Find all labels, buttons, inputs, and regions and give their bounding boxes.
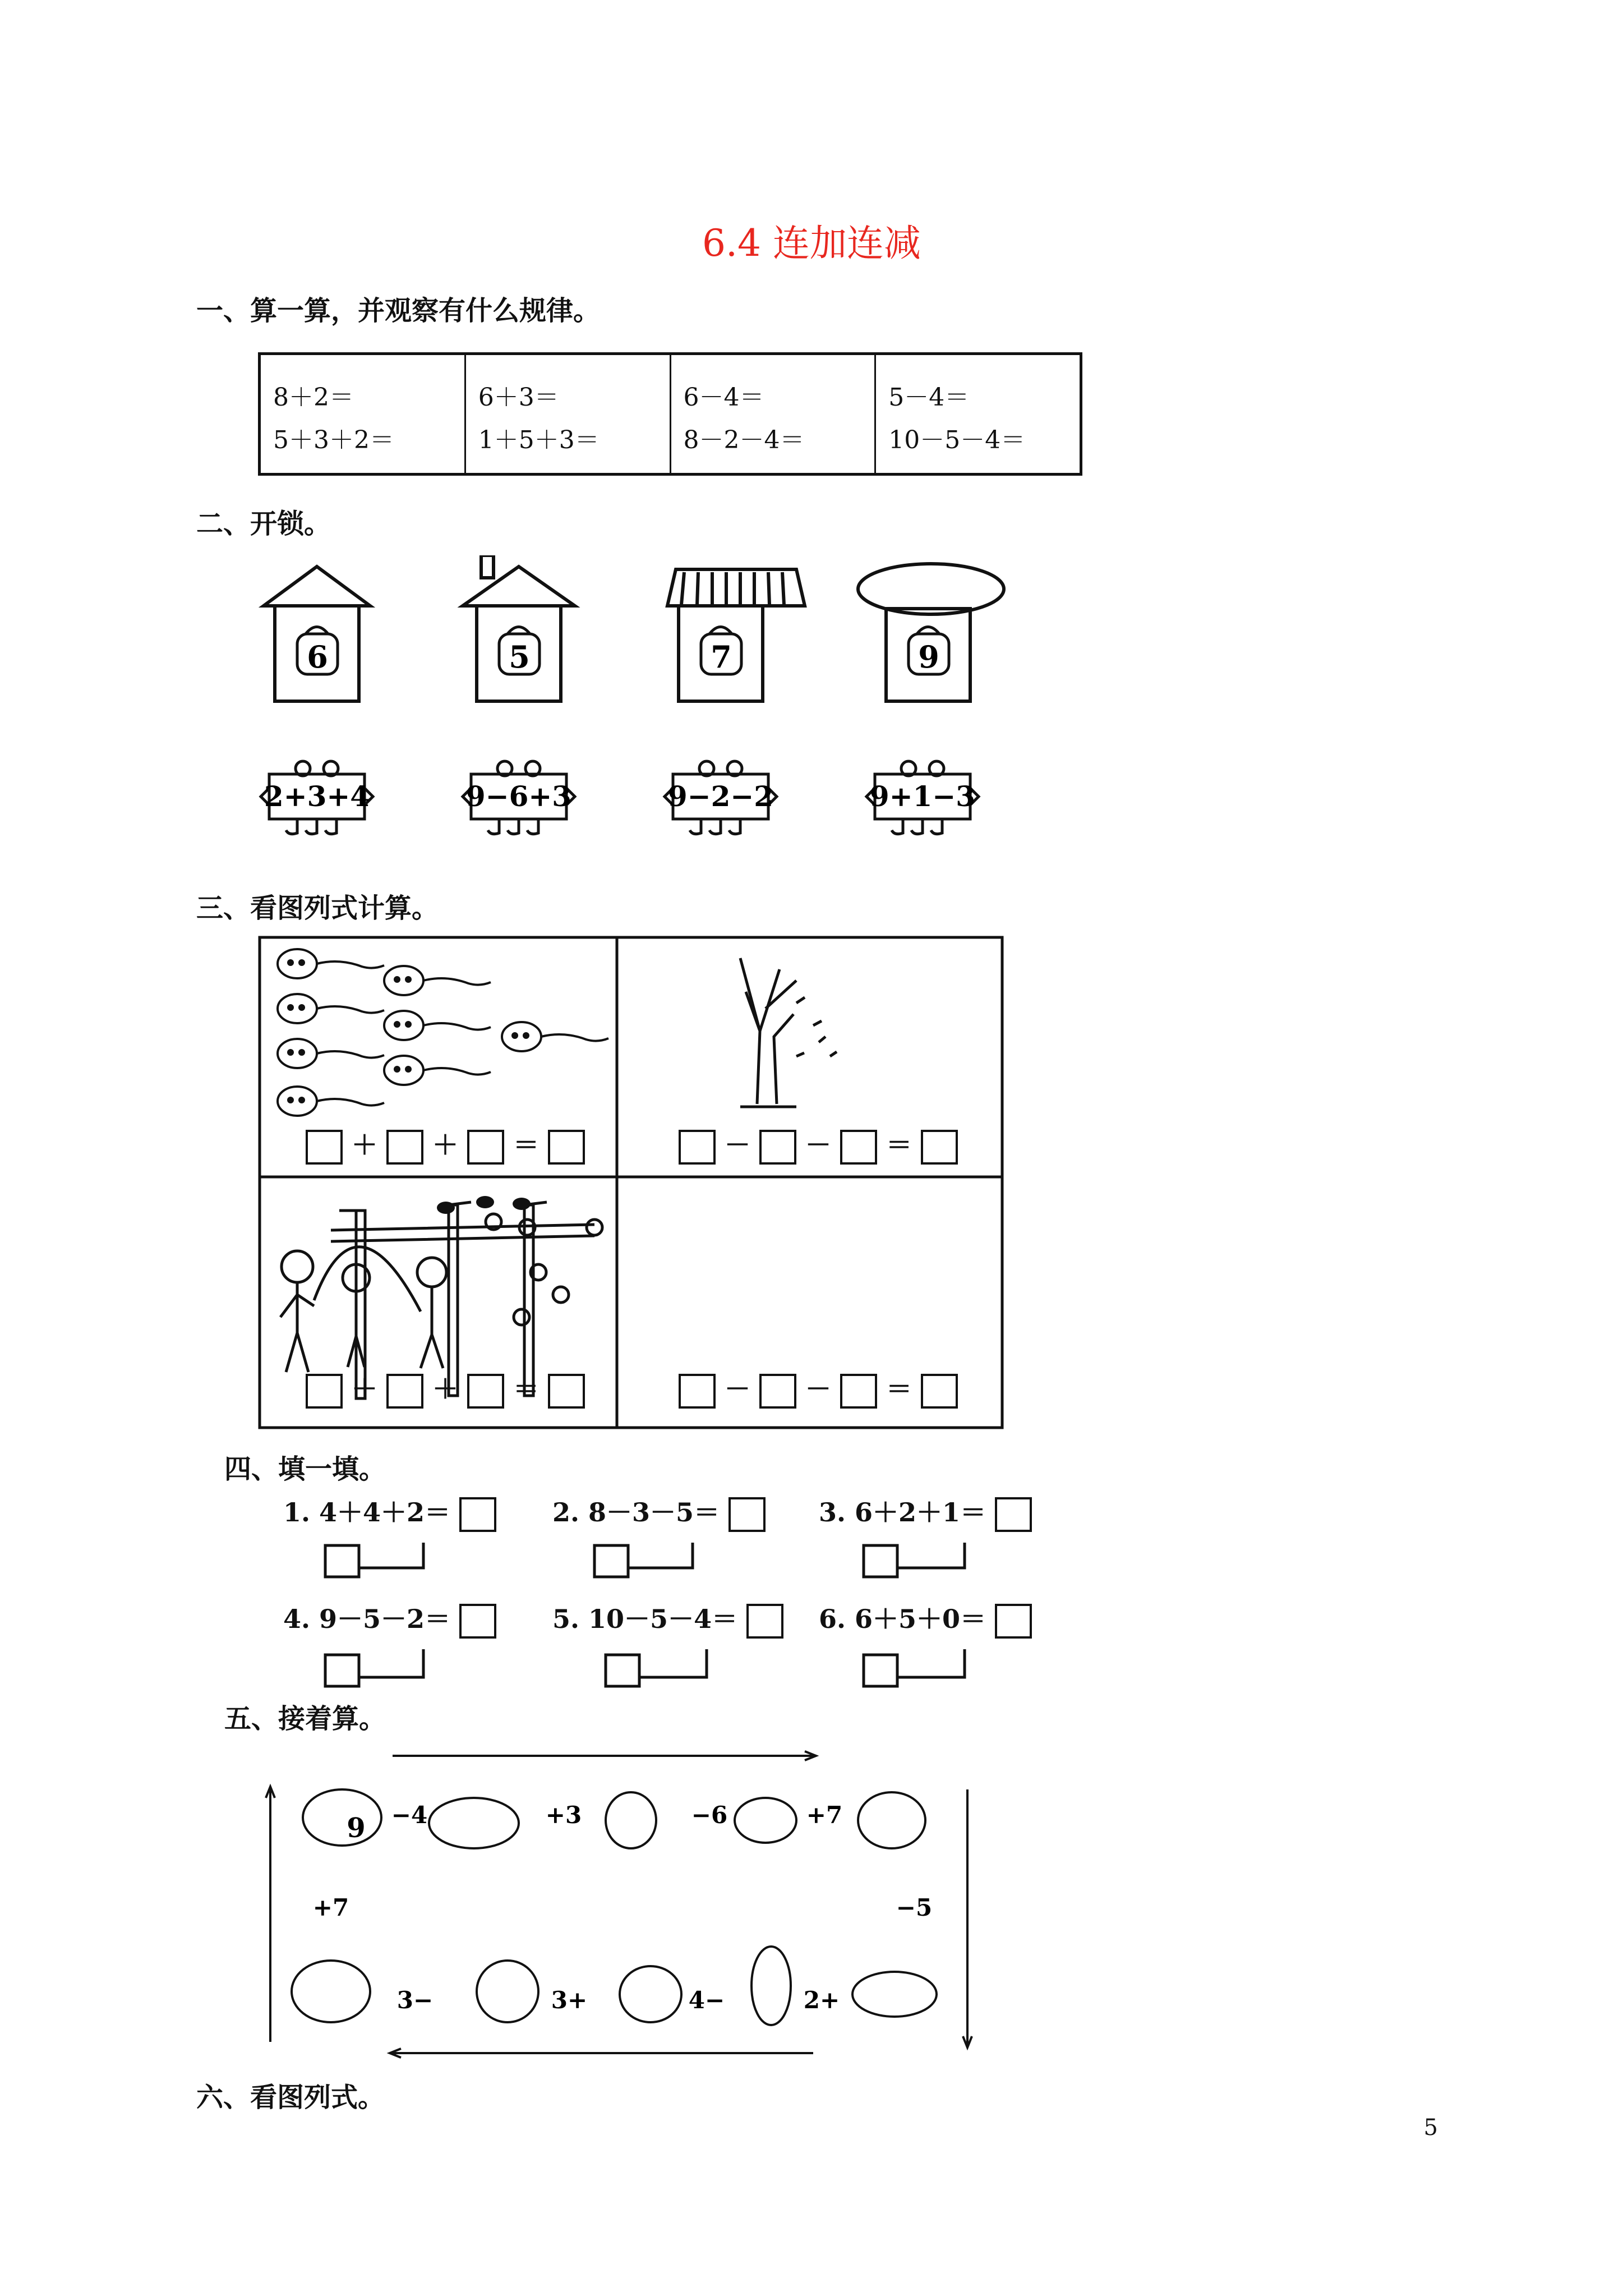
section-3-heading: 三、看图列式计算。	[196, 892, 439, 924]
answer-box[interactable]	[921, 1374, 958, 1409]
table-cell	[466, 355, 671, 473]
expression: 6＋3＝	[478, 383, 559, 412]
equation-boxes: － － ＝	[679, 1125, 958, 1165]
answer-box[interactable]	[306, 1130, 343, 1165]
lock-number: 6	[307, 639, 328, 675]
expression: 5＋3＋2＝	[273, 426, 394, 454]
woodpecker-drawing	[751, 1947, 791, 2025]
equation-boxes: － － ＝	[679, 1369, 958, 1409]
item-number: 2.	[552, 1497, 580, 1527]
section-2-heading: 二、开锁。	[196, 508, 331, 540]
operation-label: +7	[806, 1801, 843, 1829]
answer-box[interactable]	[840, 1374, 877, 1409]
answer-box[interactable]	[548, 1374, 585, 1409]
answer-box[interactable]	[386, 1130, 423, 1165]
expression: 10－5－4＝	[888, 426, 1026, 454]
item-number: 6.	[819, 1604, 846, 1634]
mouse-drawing	[735, 1798, 796, 1843]
horse-drawing	[292, 1961, 370, 2022]
operation-label: +7	[312, 1894, 349, 1921]
answer-box[interactable]	[759, 1374, 796, 1409]
operation-label: 3−	[396, 1986, 434, 2014]
answer-box[interactable]	[679, 1130, 716, 1165]
chain-calculation-diagram	[258, 1745, 987, 2070]
section-5-heading: 五、接着算。	[224, 1703, 386, 1734]
ox-drawing	[429, 1798, 519, 1848]
answer-box[interactable]	[995, 1497, 1032, 1532]
expression: 8＋2＝	[273, 383, 354, 412]
answer-box[interactable]	[467, 1130, 504, 1165]
table-cell	[876, 355, 1080, 473]
tadpoles-illustration	[278, 949, 608, 1116]
page-number: 5	[1423, 2115, 1438, 2141]
table-cell	[671, 355, 877, 473]
expression: 6＋5＋0＝	[855, 1604, 986, 1634]
answer-box[interactable]	[921, 1130, 958, 1165]
answer-box[interactable]	[459, 1497, 496, 1532]
answer-box[interactable]	[728, 1497, 766, 1532]
expression: 5－4＝	[888, 383, 970, 412]
operation-label: 4−	[688, 1986, 725, 2014]
expression: 10－5－4＝	[588, 1604, 738, 1634]
expression: 6＋2＋1＝	[855, 1497, 986, 1527]
fill-item-1	[283, 1492, 496, 1532]
key-expression: 9+1−3	[869, 780, 976, 813]
key-expression: 2+3+4	[264, 780, 370, 813]
section-1-heading: 一、算一算，并观察有什么规律。	[196, 295, 601, 326]
monkey-drawing	[477, 1961, 538, 2022]
answer-box[interactable]	[759, 1130, 796, 1165]
item-number: 5.	[552, 1604, 580, 1634]
expression: 8－3－5＝	[588, 1497, 720, 1527]
answer-box[interactable]	[467, 1374, 504, 1409]
expression: 6－4＝	[683, 383, 764, 412]
item-number: 3.	[819, 1497, 846, 1527]
equation-boxes: ＋ ＋ ＝	[306, 1125, 585, 1165]
answer-box[interactable]	[386, 1374, 423, 1409]
bat-drawing	[852, 1972, 937, 2017]
equation-boxes: ＋ ＋ ＝	[306, 1369, 585, 1409]
operation-label: −6	[691, 1801, 728, 1829]
picture-calculation-grid	[258, 936, 1004, 1429]
operation-label: −4	[391, 1801, 428, 1829]
lock-and-key-illustration	[247, 555, 1043, 869]
operation-label: 3+	[551, 1986, 588, 2014]
squirrel-drawing	[858, 1792, 925, 1848]
expression: 8－2－4＝	[683, 426, 805, 454]
lock-number: 5	[509, 639, 530, 675]
answer-box[interactable]	[679, 1374, 716, 1409]
lock-number: 9	[918, 639, 939, 675]
dog-drawing	[303, 1789, 381, 1846]
operation-label: +3	[545, 1801, 582, 1829]
expression: 9－5－2＝	[319, 1604, 451, 1634]
item-number: 4.	[283, 1604, 311, 1634]
item-number: 1.	[283, 1497, 311, 1527]
operation-label: 2+	[803, 1986, 840, 2014]
page-title: 6.4 连加连减	[702, 222, 921, 265]
table-cell	[261, 355, 466, 473]
sub-answer-boxes	[314, 1531, 1043, 1711]
answer-box[interactable]	[548, 1130, 585, 1165]
answer-box[interactable]	[306, 1374, 343, 1409]
house-roof	[264, 567, 370, 606]
answer-box[interactable]	[840, 1130, 877, 1165]
fill-item-3	[819, 1492, 1032, 1532]
expression: 4＋4＋2＝	[319, 1497, 451, 1527]
cat-drawing	[606, 1792, 656, 1848]
tree-illustration	[740, 958, 837, 1107]
start-number: 9	[347, 1812, 366, 1844]
key-expression: 9−6+3	[465, 780, 572, 813]
expression: 1＋5＋3＝	[478, 426, 600, 454]
section-4-heading: 四、填一填。	[224, 1453, 386, 1485]
fill-item-2	[552, 1492, 766, 1532]
rabbit-drawing	[620, 1966, 681, 2022]
arithmetic-table	[258, 352, 1082, 476]
lock-number: 7	[711, 639, 732, 675]
key-expression: 9−2−2	[667, 780, 774, 813]
operation-label: −5	[896, 1894, 933, 1921]
section-6-heading: 六、看图列式。	[196, 2082, 385, 2113]
